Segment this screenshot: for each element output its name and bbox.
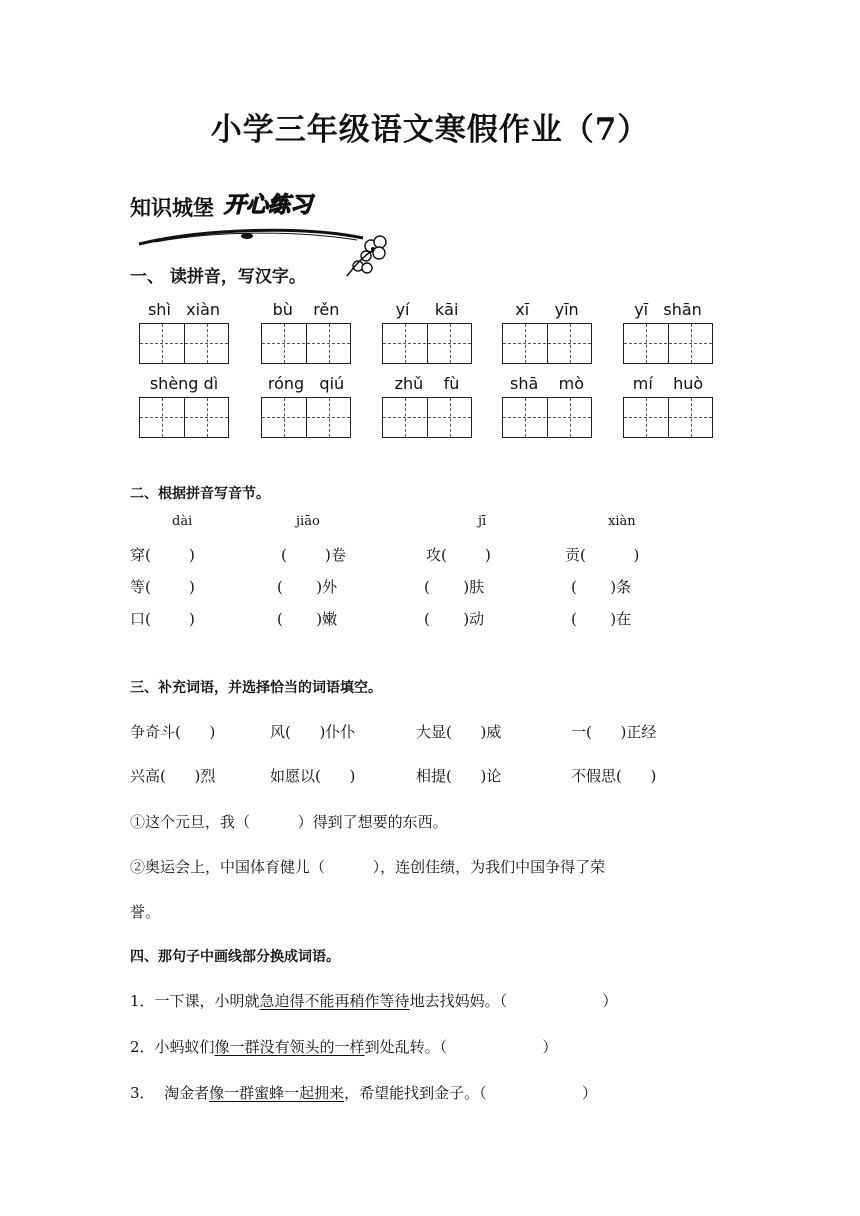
underlined-phrase: 像一群没有领头的一样 bbox=[214, 1038, 365, 1056]
rewrite-question-3: 3． 淘金者像一群蜜蜂一起拥来，希望能找到金子。（ ） bbox=[130, 1084, 597, 1102]
writing-box[interactable] bbox=[139, 397, 229, 438]
idiom-blank: 大显( )威 bbox=[416, 723, 502, 741]
section2-cell: ( )嫩 bbox=[277, 610, 338, 628]
rewrite-question-2: 2．小蚂蚁们像一群没有领头的一样到处乱转。（ ） bbox=[130, 1038, 558, 1056]
section2-pinyin-2: jiāo bbox=[296, 514, 320, 529]
underlined-phrase: 急迫得不能再稍作等待 bbox=[259, 992, 410, 1010]
section1-heading: 一、 读拼音，写汉字。 bbox=[130, 267, 306, 287]
section2-cell: 等( ) bbox=[130, 578, 195, 596]
pinyin-label: yí kāi bbox=[395, 300, 459, 319]
writing-box[interactable] bbox=[261, 323, 351, 364]
writing-box[interactable] bbox=[502, 323, 592, 364]
writing-box[interactable] bbox=[382, 397, 472, 438]
section2-cell: ( )条 bbox=[571, 578, 632, 596]
section2-pinyin-4: xiàn bbox=[608, 514, 636, 529]
idiom-blank: 一( )正经 bbox=[571, 723, 657, 741]
writing-box[interactable] bbox=[261, 397, 351, 438]
section2-cell: 穿( ) bbox=[130, 546, 195, 564]
section3-heading: 三、补充词语，并选择恰当的词语填空。 bbox=[130, 680, 382, 696]
section2-cell: ( )卷 bbox=[281, 546, 346, 564]
pinyin-label: róng qiú bbox=[267, 374, 345, 393]
section2-cell: 口( ) bbox=[130, 610, 195, 628]
section2-cell: ( )在 bbox=[571, 610, 632, 628]
pinyin-label: bù rěn bbox=[272, 300, 340, 319]
writing-box[interactable] bbox=[623, 323, 713, 364]
idiom-blank: 风( )仆仆 bbox=[270, 723, 356, 741]
pinyin-label: shā mò bbox=[510, 374, 584, 393]
page-title: 小学三年级语文寒假作业（7） bbox=[210, 112, 650, 148]
idiom-blank: 相提( )论 bbox=[416, 767, 502, 785]
underlined-phrase: 像一群蜜蜂一起拥来 bbox=[209, 1084, 345, 1102]
section2-cell: ( )外 bbox=[277, 578, 338, 596]
writing-box[interactable] bbox=[139, 323, 229, 364]
idiom-blank: 不假思( ) bbox=[571, 767, 657, 785]
rewrite-question-1: 1．一下课，小明就急迫得不能再稍作等待地去找妈妈。（ ） bbox=[130, 992, 618, 1010]
pinyin-label: yī shān bbox=[634, 300, 702, 319]
fill-sentence-2-cont: 誉。 bbox=[130, 903, 161, 921]
section2-cell: ( )肤 bbox=[424, 578, 485, 596]
section-banner-castle: 知识城堡 bbox=[130, 196, 214, 220]
section-banner-happy: 开心练习 bbox=[224, 193, 313, 218]
pinyin-label: zhǔ fù bbox=[394, 374, 460, 393]
idiom-blank: 兴高( )烈 bbox=[130, 767, 216, 785]
fill-sentence-1: ①这个元旦，我（ ）得到了想要的东西。 bbox=[130, 813, 448, 831]
section2-cell: 攻( ) bbox=[426, 546, 491, 564]
section2-pinyin-1: dài bbox=[172, 514, 193, 529]
section4-heading: 四、那句子中画线部分换成词语。 bbox=[130, 949, 340, 965]
pinyin-label: xī yīn bbox=[515, 300, 579, 319]
section2-cell: ( )动 bbox=[424, 610, 485, 628]
writing-box[interactable] bbox=[382, 323, 472, 364]
section2-pinyin-3: jī bbox=[478, 514, 487, 529]
idiom-blank: 如愿以( ) bbox=[270, 767, 356, 785]
section2-cell: 贡( ) bbox=[565, 546, 640, 564]
idiom-blank: 争奇斗( ) bbox=[130, 723, 216, 741]
fill-sentence-2: ②奥运会上，中国体育健儿（ ），连创佳绩，为我们中国争得了荣 bbox=[130, 858, 606, 876]
pinyin-label: shèng dì bbox=[149, 374, 219, 393]
pinyin-label: shì xiàn bbox=[147, 300, 221, 319]
writing-box[interactable] bbox=[502, 397, 592, 438]
pinyin-label: mí huò bbox=[632, 374, 704, 393]
section2-heading: 二、根据拼音写音节。 bbox=[130, 486, 270, 502]
writing-box[interactable] bbox=[623, 397, 713, 438]
